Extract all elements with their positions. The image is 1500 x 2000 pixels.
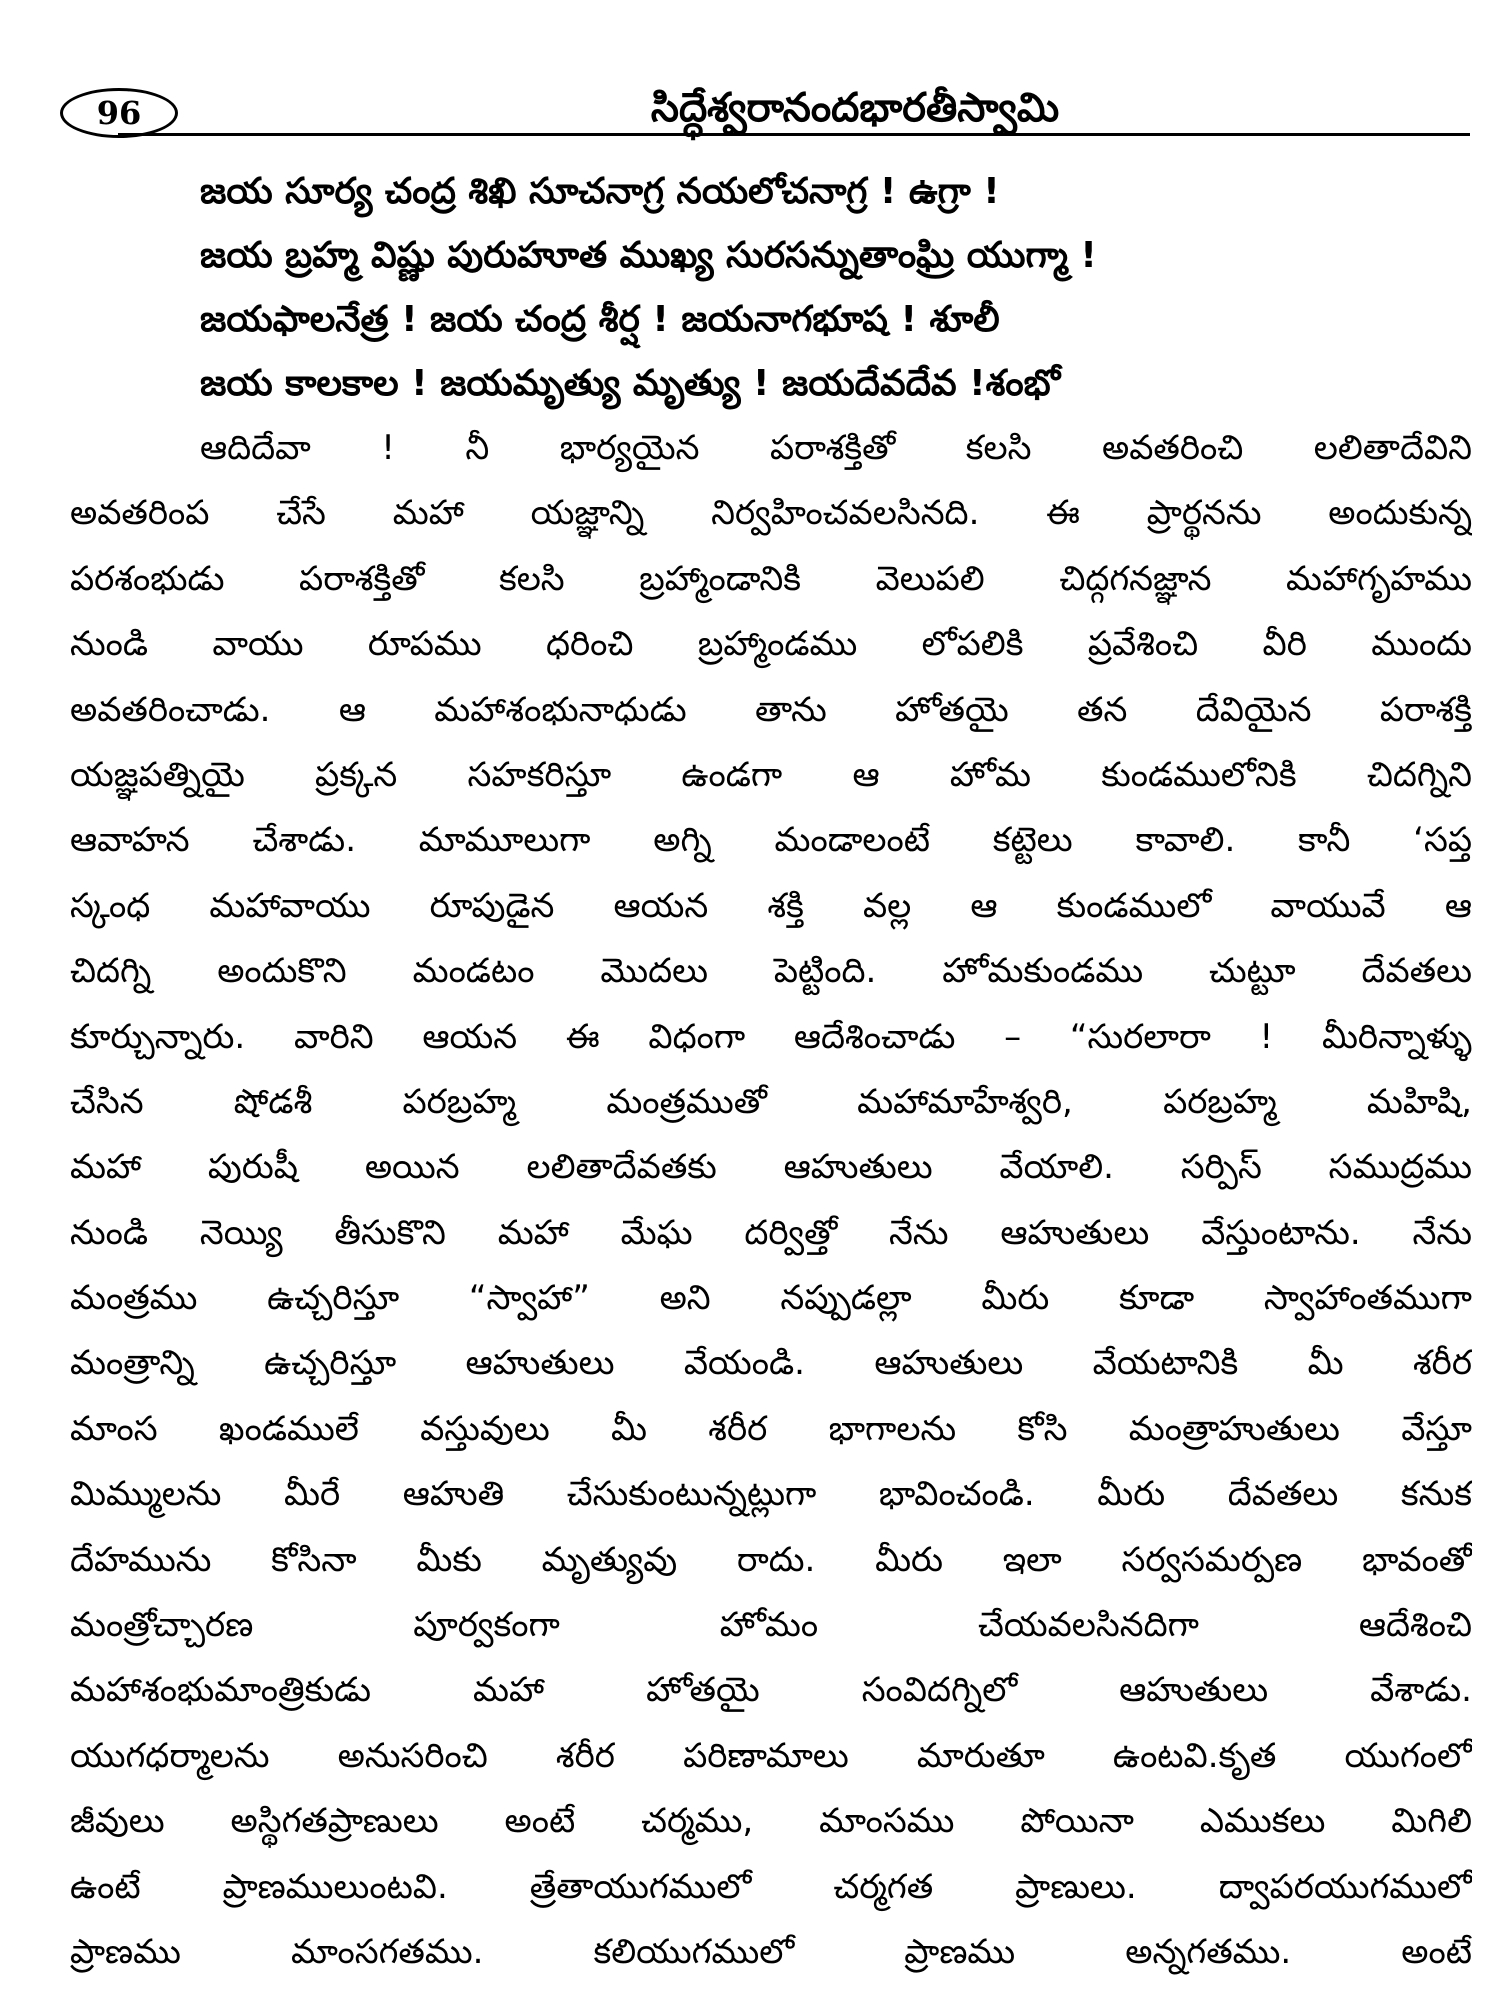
body-line: యుగధర్మాలను అనుసరించి శరీర పరిణామాలు మారుతూ ఉంటవి.కృత యుగంలో [70,1735,1472,1776]
body-line: నుండి వాయు రూపము ధరించి బ్రహ్మాండము లోపలికి ప్రవేశించి వీరి ముందు [70,624,1472,665]
body-line: కూర్చున్నారు. వారిని ఆయన ఈ విధంగా ఆదేశించాడు – “సురలారా ! మీరిన్నాళ్ళు [70,1016,1472,1057]
body-line: అవతరింప చేసే మహా యజ్ఞాన్ని నిర్వహించవలసినది. ఈ ప్రార్థనను అందుకున్న [70,493,1472,534]
body-line: ఆదిదేవా ! నీ భార్యయైన పరాశక్తితో కలసి అవతరించి లలితాదేవిని [200,428,1472,468]
page-number: 96 [60,88,178,138]
body-line: ప్రాణము మాంసగతము. కలియుగములో ప్రాణము అన్నగతము. అంటే [70,1931,1472,1972]
body-line: మహా పురుషీ అయిన లలితాదేవతకు ఆహుతులు వేయాలి. సర్పిస్ సముద్రము [70,1147,1472,1188]
body-line: మహాశంభుమాంత్రికుడు మహా హోతయై సంవిదగ్నిలో ఆహుతులు వేశాడు. [70,1670,1472,1711]
verse-line: జయ బ్రహ్మ విష్ణు పురుహూత ముఖ్య సురసన్నుతాంఘ్రి యుగ్మా ! [200,235,1097,276]
running-title: సిద్ధేశ్వరానందభారతీస్వామి [650,85,1060,131]
verse-line: జయ కాలకాల ! జయమృత్యు మృత్యు ! జయదేవదేవ !శంభో [200,363,1061,404]
body-line: ఆవాహన చేశాడు. మామూలుగా అగ్ని మండాలంటే కట్టెలు కావాలి. కానీ ‘సప్త [70,820,1472,861]
body-line: స్కంధ మహావాయు రూపుడైన ఆయన శక్తి వల్ల ఆ కుండములో వాయువే ఆ [70,885,1472,926]
header-rule [118,133,1470,136]
body-line: పరశంభుడు పరాశక్తితో కలసి బ్రహ్మాండానికి వెలుపలి చిద్గగనజ్ఞాన మహాగృహము [70,558,1472,599]
body-line: చేసిన షోడశీ పరబ్రహ్మ మంత్రముతో మహామాహేశ్వరి, పరబ్రహ్మ మహిషి, [70,1081,1472,1122]
body-line: జీవులు అస్థిగతప్రాణులు అంటే చర్మము, మాంసము పోయినా ఎముకలు మిగిలి [70,1801,1472,1842]
body-line: చిదగ్ని అందుకొని మండటం మొదలు పెట్టింది. హోమకుండము చుట్టూ దేవతలు [70,951,1472,992]
body-line: అవతరించాడు. ఆ మహాశంభునాధుడు తాను హోతయై తన దేవియైన పరాశక్తి [70,689,1472,730]
body-line: మిమ్ములను మీరే ఆహుతి చేసుకుంటున్నట్లుగా భావించండి. మీరు దేవతలు కనుక [70,1474,1472,1515]
verse-line: జయ సూర్య చంద్ర శిఖి సూచనాగ్ర నయలోచనాగ్ర ! ఉగ్రా ! [200,171,1000,212]
body-line: మంత్రాన్ని ఉచ్చరిస్తూ ఆహుతులు వేయండి. ఆహుతులు వేయటానికి మీ శరీర [70,1343,1472,1384]
body-text [70,416,1472,1985]
body-line: మంత్రము ఉచ్చరిస్తూ “స్వాహా” అని నప్పుడల్లా మీరు కూడా స్వాహాంతముగా [70,1278,1472,1319]
body-line: దేహమును కోసినా మీకు మృత్యువు రాదు. మీరు ఇలా సర్వసమర్పణ భావంతో [70,1539,1472,1580]
verse-block [200,160,1420,416]
body-line: యజ్ఞపత్నియై ప్రక్కన సహకరిస్తూ ఉండగా ఆ హోమ కుండములోనికి చిదగ్నిని [70,754,1472,795]
body-line: ఉంటే ప్రాణములుంటవి. త్రేతాయుగములో చర్మగత ప్రాణులు. ద్వాపరయుగములో [70,1866,1472,1907]
body-line: నుండి నెయ్యి తీసుకొని మహా మేఘ దర్విత్తో నేను ఆహుతులు వేస్తుంటాను. నేను [70,1212,1472,1253]
body-line: మాంస ఖండములే వస్తువులు మీ శరీర భాగాలను కోసి మంత్రాహుతులు వేస్తూ [70,1408,1472,1449]
body-line: మంత్రోచ్చారణ పూర్వకంగా హోమం చేయవలసినదిగా ఆదేశించి [70,1605,1472,1646]
verse-line: జయఫాలనేత్ర ! జయ చంద్ర శీర్ష ! జయనాగభూష ! శూలీ [200,299,1000,340]
